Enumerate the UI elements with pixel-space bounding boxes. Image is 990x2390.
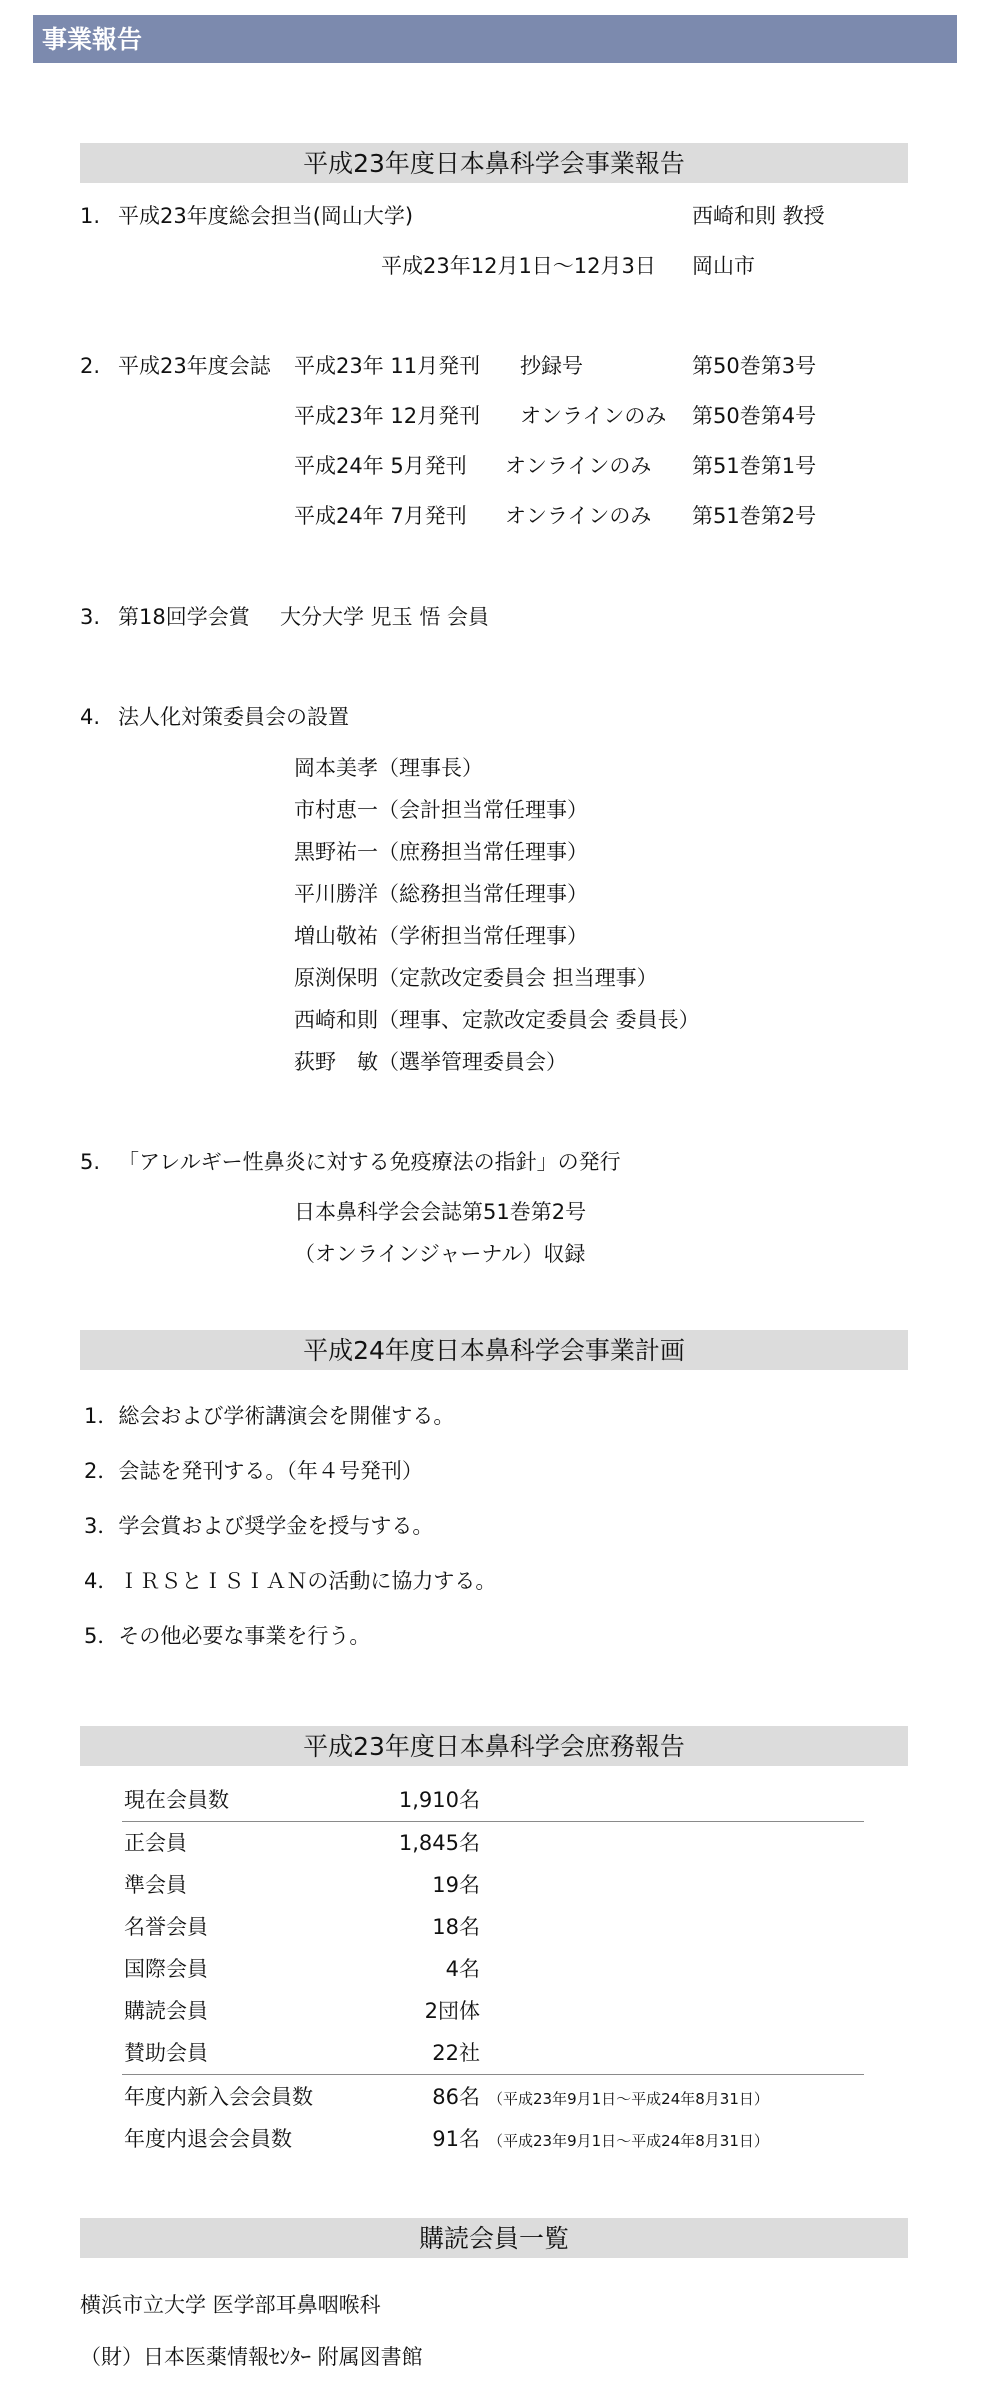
journal-row-issue: 平成24年 7月発刊	[294, 504, 467, 528]
affairs-row-label: 準会員	[124, 1873, 187, 1897]
affairs-row-label: 国際会員	[124, 1957, 208, 1981]
committee-member: 黒野祐一（庶務担当常任理事）	[294, 840, 588, 864]
subscribers-heading: 購読会員一覧	[418, 2224, 569, 2253]
affairs-row-value: 1,845名	[398, 1831, 480, 1855]
plan-item: 5．その他必要な事業を行う。	[84, 1624, 371, 1648]
plan-heading: 平成24年度日本鼻科学会事業計画	[303, 1336, 685, 1365]
journal-row-issue: 平成23年 11月発刊	[294, 354, 481, 378]
affairs-row-label: 名誉会員	[124, 1915, 208, 1939]
affairs-row-note: （平成23年9月1日〜平成24年8月31日）	[488, 2090, 769, 2108]
affairs-row-value: 19名	[432, 1873, 480, 1897]
affairs-row-value: 4名	[445, 1957, 480, 1981]
affairs-row-label: 年度内新入会会員数	[124, 2085, 313, 2109]
plan-item: 4．ＩＲＳとＩＳＩＡＮの活動に協力する。	[84, 1569, 497, 1593]
committee-member: 増山敬祐（学術担当常任理事）	[294, 924, 588, 948]
journal-row-volume: 第51巻第1号	[692, 454, 817, 478]
affairs-row-value: 86名	[432, 2085, 480, 2109]
journal-row-type: オンラインのみ	[505, 454, 652, 478]
affairs-row-label: 年度内退会会員数	[124, 2127, 292, 2151]
committee-member: 西崎和則（理事、定款改定委員会 委員長）	[294, 1008, 700, 1032]
committee-member: 岡本美孝（理事長）	[294, 756, 483, 780]
affairs-row-label: 賛助会員	[124, 2041, 208, 2065]
affairs-row-value: 1,910名	[398, 1788, 480, 1812]
affairs-section-header	[80, 1726, 908, 1766]
subscriber-item: 横浜市立大学 医学部耳鼻咽喉科	[80, 2293, 381, 2317]
item1-place: 岡山市	[692, 254, 755, 278]
plan-item: 1．総会および学術講演会を開催する。	[84, 1404, 455, 1428]
committee-member: 荻野 敏（選挙管理委員会）	[294, 1050, 567, 1074]
affairs-row-value: 22社	[432, 2041, 480, 2065]
item1-person: 西崎和則 教授	[692, 204, 825, 228]
subscriber-item: （財）日本医薬情報ｾﾝﾀｰ 附属図書館	[80, 2345, 423, 2369]
affairs-heading: 平成23年度日本鼻科学会庶務報告	[303, 1732, 685, 1761]
item3-title: 第18回学会賞	[118, 605, 250, 629]
journal-row-type: オンラインのみ	[505, 504, 652, 528]
journal-row-type: 抄録号	[520, 354, 583, 378]
journal-row-volume: 第50巻第3号	[692, 354, 817, 378]
item5-title: 「アレルギー性鼻炎に対する免疫療法の指針」の発行	[118, 1150, 621, 1174]
report-section-header	[80, 143, 908, 183]
journal-row-issue: 平成23年 12月発刊	[294, 404, 481, 428]
journal-row-volume: 第51巻第2号	[692, 504, 817, 528]
item2-label: 2.	[80, 354, 101, 378]
plan-item: 2．会誌を発刊する。（年４号発刊）	[84, 1459, 423, 1483]
committee-member: 平川勝洋（総務担当常任理事）	[294, 882, 588, 906]
affairs-row-label: 正会員	[124, 1831, 187, 1855]
affairs-row-value: 18名	[432, 1915, 480, 1939]
affairs-divider	[122, 1821, 864, 1822]
affairs-row-value: 2団体	[424, 1999, 480, 2023]
item1-title: 平成23年度総会担当(岡山大学)	[118, 204, 414, 228]
journal-row-issue: 平成24年 5月発刊	[294, 454, 467, 478]
item1-label: 1.	[80, 204, 101, 228]
plan-section-header	[80, 1330, 908, 1370]
page-header	[33, 15, 957, 63]
plan-item: 3．学会賞および奨学金を授与する。	[84, 1514, 434, 1538]
page-title: 事業報告	[42, 25, 143, 54]
item3-label: 3.	[80, 605, 101, 629]
journal-row-type: オンラインのみ	[520, 404, 667, 428]
item4-label: 4.	[80, 705, 101, 729]
affairs-row-value: 91名	[432, 2127, 480, 2151]
item5-line1: 日本鼻科学会会誌第51巻第2号	[294, 1200, 587, 1224]
item3-winner: 大分大学 児玉 悟 会員	[280, 605, 490, 629]
item5-line2: （オンラインジャーナル）収録	[294, 1242, 586, 1266]
subscribers-section-header	[80, 2218, 908, 2258]
item5-label: 5.	[80, 1150, 101, 1174]
affairs-row-note: （平成23年9月1日〜平成24年8月31日）	[488, 2132, 769, 2150]
affairs-divider	[122, 2074, 864, 2075]
committee-member: 原渕保明（定款改定委員会 担当理事）	[294, 966, 658, 990]
item1-dates: 平成23年12月1日〜12月3日	[381, 254, 656, 278]
item2-title: 平成23年度会誌	[118, 354, 271, 378]
committee-member: 市村恵一（会計担当常任理事）	[294, 798, 588, 822]
report-heading: 平成23年度日本鼻科学会事業報告	[303, 149, 685, 178]
journal-row-volume: 第50巻第4号	[692, 404, 817, 428]
affairs-row-label: 購読会員	[124, 1999, 208, 2023]
affairs-row-label: 現在会員数	[124, 1788, 229, 1812]
item4-title: 法人化対策委員会の設置	[118, 705, 349, 729]
